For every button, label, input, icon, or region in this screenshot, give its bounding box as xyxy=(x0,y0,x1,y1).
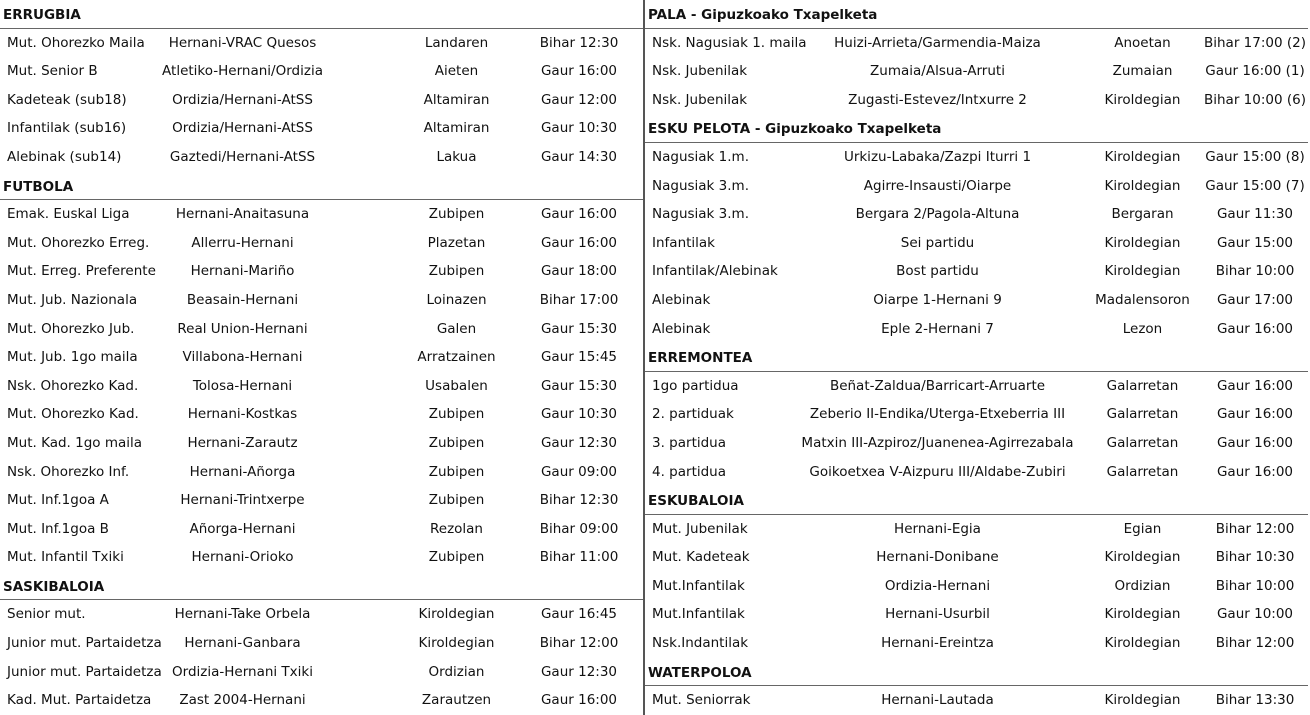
venue-cell: Kiroldegian xyxy=(1104,692,1181,709)
category-cell: Senior mut. xyxy=(7,606,86,623)
schedule-row xyxy=(0,429,643,458)
schedule-row xyxy=(0,543,643,572)
venue-cell: Ordizian xyxy=(428,663,485,680)
category-cell: Nsk. Jubenilak xyxy=(652,63,748,80)
schedule-row xyxy=(0,315,643,344)
category-cell: Mut. Ohorezko Erreg. xyxy=(7,234,150,251)
schedule-row xyxy=(0,458,643,487)
venue-cell: Galarretan xyxy=(1106,406,1179,423)
venue-cell: Usabalen xyxy=(425,377,488,394)
match-cell: Urkizu-Labaka/Zazpi Iturri 1 xyxy=(843,148,1032,165)
venue-cell: Galarretan xyxy=(1106,434,1179,451)
match-cell: Hernani-Usurbil xyxy=(885,606,990,623)
match-cell: Ordizia/Hernani-AtSS xyxy=(172,120,313,137)
time-cell: Bihar 10:30 xyxy=(1215,549,1295,566)
category-cell: Kad. Mut. Partaidetza xyxy=(7,692,152,709)
time-cell: Gaur 12:00 xyxy=(540,91,618,108)
category-cell: Mut.Infantilak xyxy=(652,577,745,594)
match-cell: Hernani-Donibane xyxy=(876,549,999,566)
category-cell: Infantilak xyxy=(652,234,716,251)
venue-cell: Kiroldegian xyxy=(1104,91,1181,108)
time-cell: Bihar 12:30 xyxy=(539,34,619,51)
time-cell: Gaur 16:00 xyxy=(1216,434,1294,451)
category-cell: Nsk. Ohorezko Kad. xyxy=(7,377,139,394)
category-cell: Kadeteak (sub18) xyxy=(7,91,127,108)
venue-cell: Lezon xyxy=(1122,320,1163,337)
category-cell: Mut. Ohorezko Maila xyxy=(7,34,145,51)
venue-cell: Altamiran xyxy=(423,120,490,137)
venue-cell: Loinazen xyxy=(426,291,487,308)
time-cell: Gaur 11:30 xyxy=(1216,206,1294,223)
match-cell: Villabona-Hernani xyxy=(182,349,303,366)
category-cell: Alebinak (sub14) xyxy=(7,148,122,165)
category-cell: Junior mut. Partaidetza xyxy=(7,635,162,652)
time-cell: Gaur 10:30 xyxy=(540,120,618,137)
match-cell: Agirre-Insausti/Oiarpe xyxy=(863,177,1012,194)
category-cell: Mut.Infantilak xyxy=(652,606,745,623)
time-cell: Gaur 16:00 xyxy=(540,234,618,251)
section-header-pala: PALA - Gipuzkoako Txapelketa xyxy=(645,0,1308,29)
category-cell: Nagusiak 3.m. xyxy=(652,177,749,194)
venue-cell: Kiroldegian xyxy=(1104,148,1181,165)
schedule-row xyxy=(645,315,1308,344)
left-schedule-column xyxy=(0,0,643,715)
venue-cell: Zubipen xyxy=(428,549,485,566)
category-cell: Nsk.Indantilak xyxy=(652,635,749,652)
time-cell: Gaur 16:00 xyxy=(540,63,618,80)
schedule-row xyxy=(0,286,643,315)
schedule-row xyxy=(645,629,1308,658)
time-cell: Gaur 16:00 xyxy=(540,692,618,709)
category-cell: Mut. Seniorrak xyxy=(652,692,751,709)
section-header-errugbia: ERRUGBIA xyxy=(0,0,643,29)
time-cell: Gaur 15:30 xyxy=(540,320,618,337)
schedule-row xyxy=(0,372,643,401)
category-cell: Mut. Infantil Txiki xyxy=(7,549,124,566)
venue-cell: Plazetan xyxy=(427,234,486,251)
venue-cell: Kiroldegian xyxy=(1104,549,1181,566)
section-header-esku: ESKU PELOTA - Gipuzkoako Txapelketa xyxy=(645,114,1308,143)
schedule-row xyxy=(645,600,1308,629)
schedule-row xyxy=(0,114,643,143)
category-cell: Nsk. Nagusiak 1. maila xyxy=(652,34,807,51)
time-cell: Gaur 17:00 xyxy=(1216,291,1294,308)
venue-cell: Bergaran xyxy=(1111,206,1174,223)
venue-cell: Rezolan xyxy=(429,520,483,537)
venue-cell: Galen xyxy=(436,320,477,337)
time-cell: Gaur 12:30 xyxy=(540,663,618,680)
match-cell: Hernani-Añorga xyxy=(189,463,296,480)
schedule-row xyxy=(645,515,1308,544)
venue-cell: Zubipen xyxy=(428,434,485,451)
match-cell: Matxin III-Azpiroz/Juanenea-Agirrezabala xyxy=(801,434,1074,451)
time-cell: Bihar 12:00 xyxy=(1215,635,1295,652)
venue-cell: Kiroldegian xyxy=(1104,234,1181,251)
time-cell: Bihar 10:00 (6) xyxy=(1203,91,1306,108)
category-cell: Nsk. Jubenilak xyxy=(652,91,748,108)
time-cell: Gaur 16:00 (1) xyxy=(1205,63,1305,80)
venue-cell: Kiroldegian xyxy=(1104,606,1181,623)
match-cell: Hernani-Orioko xyxy=(191,549,294,566)
schedule-row xyxy=(645,143,1308,172)
category-cell: Mut. Inf.1goa A xyxy=(7,492,109,509)
time-cell: Bihar 13:30 xyxy=(1215,692,1295,709)
match-cell: Hernani-Egia xyxy=(894,520,981,537)
time-cell: Bihar 12:00 xyxy=(539,635,619,652)
category-cell: 2. partiduak xyxy=(652,406,734,423)
venue-cell: Kiroldegian xyxy=(1104,177,1181,194)
section-header-eskubaloia: ESKUBALOIA xyxy=(645,486,1308,515)
venue-cell: Zubipen xyxy=(428,406,485,423)
match-cell: Hernani-Take Orbela xyxy=(174,606,311,623)
schedule-row xyxy=(0,143,643,172)
category-cell: 3. partidua xyxy=(652,434,727,451)
right-schedule-column xyxy=(645,0,1308,715)
category-cell: Alebinak xyxy=(652,320,711,337)
schedule-row xyxy=(0,343,643,372)
match-cell: Zeberio II-Endika/Uterga-Etxeberria III xyxy=(809,406,1066,423)
match-cell: Zumaia/Alsua-Arruti xyxy=(870,63,1005,80)
match-cell: Zast 2004-Hernani xyxy=(179,692,306,709)
venue-cell: Arratzainen xyxy=(417,349,496,366)
category-cell: Nagusiak 1.m. xyxy=(652,148,749,165)
schedule-row xyxy=(0,686,643,715)
schedule-row xyxy=(645,372,1308,401)
category-cell: 4. partidua xyxy=(652,463,727,480)
match-cell: Zugasti-Estevez/Intxurre 2 xyxy=(848,91,1027,108)
schedule-row xyxy=(0,29,643,58)
time-cell: Bihar 17:00 (2) xyxy=(1203,34,1306,51)
time-cell: Gaur 16:45 xyxy=(540,606,618,623)
match-cell: Ordizia-Hernani Txiki xyxy=(172,663,313,680)
match-cell: Hernani-Lautada xyxy=(881,692,994,709)
schedule-row xyxy=(0,515,643,544)
venue-cell: Zumaian xyxy=(1112,63,1173,80)
match-cell: Bergara 2/Pagola-Altuna xyxy=(855,206,1020,223)
venue-cell: Zubipen xyxy=(428,492,485,509)
match-cell: Huizi-Arrieta/Garmendia-Maiza xyxy=(834,34,1041,51)
schedule-row xyxy=(0,57,643,86)
time-cell: Bihar 11:00 xyxy=(539,549,619,566)
venue-cell: Kiroldegian xyxy=(1104,635,1181,652)
schedule-row xyxy=(645,543,1308,572)
time-cell: Gaur 15:00 (8) xyxy=(1205,148,1305,165)
schedule-row xyxy=(645,429,1308,458)
time-cell: Gaur 16:00 xyxy=(1216,463,1294,480)
time-cell: Gaur 14:30 xyxy=(540,148,618,165)
venue-cell: Altamiran xyxy=(423,91,490,108)
match-cell: Hernani-Kostkas xyxy=(187,406,298,423)
venue-cell: Kiroldegian xyxy=(418,606,495,623)
schedule-row xyxy=(645,57,1308,86)
category-cell: Infantilak/Alebinak xyxy=(652,263,778,280)
venue-cell: Anoetan xyxy=(1114,34,1171,51)
schedule-row xyxy=(0,229,643,258)
time-cell: Bihar 09:00 xyxy=(539,520,619,537)
venue-cell: Galarretan xyxy=(1106,463,1179,480)
schedule-row xyxy=(645,86,1308,115)
section-header-erremontea: ERREMONTEA xyxy=(645,343,1308,372)
category-cell: Mut. Ohorezko Kad. xyxy=(7,406,139,423)
schedule-row xyxy=(645,257,1308,286)
category-cell: Mut. Inf.1goa B xyxy=(7,520,109,537)
match-cell: Oiarpe 1-Hernani 9 xyxy=(873,291,1002,308)
schedule-row xyxy=(645,686,1308,715)
venue-cell: Egian xyxy=(1123,520,1162,537)
match-cell: Gaztedi/Hernani-AtSS xyxy=(169,148,316,165)
category-cell: Mut. Erreg. Preferente xyxy=(7,263,156,280)
time-cell: Bihar 17:00 xyxy=(539,291,619,308)
match-cell: Real Union-Hernani xyxy=(177,320,308,337)
time-cell: Gaur 15:45 xyxy=(540,349,618,366)
venue-cell: Aieten xyxy=(434,63,479,80)
schedule-row xyxy=(645,458,1308,487)
section-header-saskibaloia: SASKIBALOIA xyxy=(0,572,643,601)
match-cell: Ordizia-Hernani xyxy=(884,577,991,594)
match-cell: Hernani-Trintxerpe xyxy=(180,492,305,509)
match-cell: Atletiko-Hernani/Ordizia xyxy=(162,63,323,80)
category-cell: Junior mut. Partaidetza xyxy=(7,663,162,680)
schedule-row xyxy=(0,257,643,286)
venue-cell: Kiroldegian xyxy=(418,635,495,652)
category-cell: Mut. Ohorezko Jub. xyxy=(7,320,135,337)
schedule-row xyxy=(0,200,643,229)
match-cell: Bost partidu xyxy=(896,263,979,280)
category-cell: 1go partidua xyxy=(652,377,739,394)
schedule-row xyxy=(645,229,1308,258)
time-cell: Bihar 10:00 xyxy=(1215,577,1295,594)
schedule-row xyxy=(645,172,1308,201)
venue-cell: Madalensoron xyxy=(1095,291,1190,308)
schedule-row xyxy=(645,286,1308,315)
match-cell: Añorga-Hernani xyxy=(189,520,296,537)
schedule-row xyxy=(0,486,643,515)
schedule-row xyxy=(0,600,643,629)
match-cell: Hernani-Ganbara xyxy=(184,635,301,652)
venue-cell: Zubipen xyxy=(428,206,485,223)
time-cell: Gaur 10:30 xyxy=(540,406,618,423)
section-header-waterpoloa: WATERPOLOA xyxy=(645,658,1308,687)
time-cell: Bihar 12:30 xyxy=(539,492,619,509)
venue-cell: Ordizian xyxy=(1114,577,1171,594)
venue-cell: Zubipen xyxy=(428,463,485,480)
time-cell: Bihar 10:00 xyxy=(1215,263,1295,280)
time-cell: Gaur 16:00 xyxy=(1216,377,1294,394)
match-cell: Hernani-Mariño xyxy=(190,263,295,280)
time-cell: Gaur 16:00 xyxy=(1216,406,1294,423)
venue-cell: Landaren xyxy=(424,34,489,51)
match-cell: Hernani-Ereintza xyxy=(881,635,994,652)
match-cell: Beñat-Zaldua/Barricart-Arruarte xyxy=(829,377,1046,394)
time-cell: Gaur 16:00 xyxy=(540,206,618,223)
schedule-row xyxy=(0,629,643,658)
time-cell: Gaur 15:00 (7) xyxy=(1205,177,1305,194)
match-cell: Ordizia/Hernani-AtSS xyxy=(172,91,313,108)
match-cell: Tolosa-Hernani xyxy=(192,377,293,394)
time-cell: Gaur 16:00 xyxy=(1216,320,1294,337)
match-cell: Hernani-Anaitasuna xyxy=(175,206,310,223)
match-cell: Hernani-VRAC Quesos xyxy=(168,34,317,51)
schedule-row xyxy=(0,658,643,687)
category-cell: Nsk. Ohorezko Inf. xyxy=(7,463,130,480)
time-cell: Gaur 18:00 xyxy=(540,263,618,280)
time-cell: Gaur 15:30 xyxy=(540,377,618,394)
category-cell: Mut. Senior B xyxy=(7,63,98,80)
category-cell: Nagusiak 3.m. xyxy=(652,206,749,223)
venue-cell: Galarretan xyxy=(1106,377,1179,394)
time-cell: Gaur 12:30 xyxy=(540,434,618,451)
category-cell: Infantilak (sub16) xyxy=(7,120,127,137)
category-cell: Emak. Euskal Liga xyxy=(7,206,130,223)
venue-cell: Zubipen xyxy=(428,263,485,280)
schedule-row xyxy=(0,86,643,115)
category-cell: Mut. Jub. Nazionala xyxy=(7,291,138,308)
match-cell: Allerru-Hernani xyxy=(191,234,294,251)
schedule-row xyxy=(645,29,1308,58)
match-cell: Hernani-Zarautz xyxy=(187,434,298,451)
venue-cell: Lakua xyxy=(436,148,477,165)
category-cell: Alebinak xyxy=(652,291,711,308)
category-cell: Mut. Kadeteak xyxy=(652,549,750,566)
category-cell: Mut. Jub. 1go maila xyxy=(7,349,138,366)
match-cell: Eple 2-Hernani 7 xyxy=(881,320,994,337)
section-header-futbola: FUTBOLA xyxy=(0,172,643,201)
time-cell: Gaur 09:00 xyxy=(540,463,618,480)
venue-cell: Zarautzen xyxy=(421,692,492,709)
time-cell: Bihar 12:00 xyxy=(1215,520,1295,537)
schedule-row xyxy=(645,200,1308,229)
schedule-row xyxy=(645,400,1308,429)
match-cell: Sei partidu xyxy=(900,234,975,251)
time-cell: Gaur 10:00 xyxy=(1216,606,1294,623)
match-cell: Goikoetxea V-Aizpuru III/Aldabe-Zubiri xyxy=(809,463,1066,480)
category-cell: Mut. Jubenilak xyxy=(652,520,748,537)
match-cell: Beasain-Hernani xyxy=(186,291,299,308)
venue-cell: Kiroldegian xyxy=(1104,263,1181,280)
schedule-row xyxy=(645,572,1308,601)
time-cell: Gaur 15:00 xyxy=(1216,234,1294,251)
schedule-row xyxy=(0,400,643,429)
category-cell: Mut. Kad. 1go maila xyxy=(7,434,143,451)
